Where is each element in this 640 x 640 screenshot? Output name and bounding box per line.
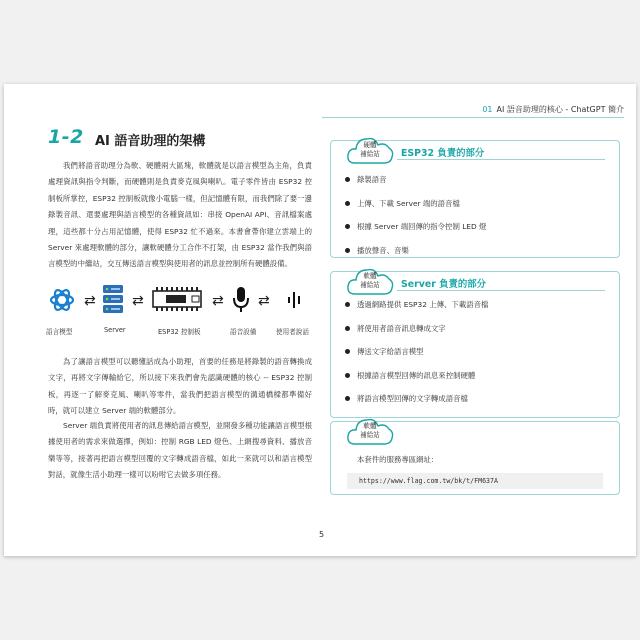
paragraph-voice: 為了讓語言模型可以聽懂話成為小助理，首要的任務是將錄製的語音轉換成文字，再將文字傳輸給它，所以接下來我們會先認識硬體的核心 -- ESP32 控制板，再逐一了解麥克風、喇叭等零件，當我們把語言模型的溝通橋樑都準備好時，就可以建立 Server 端的軟體部分。 — [48, 357, 312, 416]
arrow-4-icon: ⇄ — [258, 293, 270, 309]
chapter-title: AI 語音助理的核心 - ChatGPT 簡介 — [496, 105, 624, 114]
resource-note: 本套件的服務專區網址： — [357, 455, 439, 464]
esp32-board-icon — [152, 286, 202, 312]
diagram-label-llm: 語言模型 — [46, 328, 73, 336]
list-item: 將語言模型回傳的文字轉成語音檔 — [343, 393, 609, 417]
software-cloud-tag — [345, 264, 395, 298]
software-list — [343, 299, 609, 417]
hardware-box-title: ESP32 負責的部分 — [401, 148, 485, 159]
openai-icon — [48, 286, 76, 314]
diagram-label-server: Server — [104, 326, 126, 334]
section-title: AI 語音助理的架構 — [95, 134, 206, 149]
hardware-title-rule — [397, 159, 605, 160]
arrow-1-icon: ⇄ — [84, 293, 96, 309]
hardware-tag-line1: 硬體 — [363, 141, 377, 149]
software-box — [330, 271, 620, 418]
list-item: 上傳、下載 Server 端的語音檔 — [343, 198, 609, 222]
book-page — [4, 84, 636, 556]
list-item: 傳送文字給語言模型 — [343, 346, 609, 370]
arrow-2-icon: ⇄ — [132, 293, 144, 309]
section-number: 1-2 — [48, 126, 84, 148]
arrow-3-icon: ⇄ — [212, 293, 224, 309]
software-tag-line1: 軟體 — [363, 272, 377, 280]
resource-url[interactable]: https://www.flag.com.tw/bk/t/FM637A — [347, 473, 603, 489]
list-item: 根據語言模型回傳的訊息來控制硬體 — [343, 370, 609, 394]
header-rule — [322, 117, 624, 118]
hardware-list — [343, 174, 609, 268]
resource-box — [330, 421, 620, 495]
microphone-icon — [232, 286, 250, 314]
paragraph-intro: 我們將語音助理分為軟、硬體兩大區塊，軟體就是以語言模型為主角，負責處理資訊與指令判斷，而硬體則是負責麥克風與喇叭。電子零件皆由 ESP32 控制板所掌控，ESP32 控制板就像小電腦一樣，但記憶體有限，而我們除了要一邊錄製音訊、還要處理與語言模型的各種資訊如：串接 OpenAI API、音訊檔案處理，這些都十分占用記憶體，使得 ESP32 忙不過來。本書會帶你建立雲端上的 Server 來處理軟體的部分，讓軟硬體分工合作不打架，由 ESP32 當作我們與語言模型的中繼站，交互傳送語言模型與使用者的訊息並控制所有硬體設備。 — [48, 161, 312, 269]
resource-tag-line2: 補給站 — [360, 430, 380, 439]
list-item: 將使用者語音訊息轉成文字 — [343, 323, 609, 347]
list-item: 播放聲音、音樂 — [343, 245, 609, 269]
diagram-label-esp32: ESP32 控制板 — [158, 328, 201, 336]
architecture-diagram — [44, 284, 314, 344]
resource-cloud-tag — [345, 414, 395, 448]
software-title-rule — [397, 290, 605, 291]
hardware-box — [330, 140, 620, 258]
software-box-title: Server 負責的部分 — [401, 279, 486, 290]
software-tag-line2: 補給站 — [360, 280, 380, 289]
list-item: 錄製語音 — [343, 174, 609, 198]
hardware-tag-line2: 補給站 — [360, 149, 380, 158]
list-item: 根據 Server 端回傳的指令控制 LED 燈 — [343, 221, 609, 245]
list-item: 透過網路提供 ESP32 上傳、下載語音檔 — [343, 299, 609, 323]
voice-wave-icon — [286, 290, 302, 310]
chapter-number: 01 — [482, 105, 493, 114]
server-icon — [102, 284, 124, 316]
hardware-cloud-tag — [345, 133, 395, 167]
diagram-label-audio: 語音設備 — [230, 328, 257, 336]
resource-tag-line1: 軟體 — [363, 422, 377, 430]
diagram-label-user: 使用者說話 — [276, 328, 309, 336]
paragraph-server: Server 端負責將使用者的訊息傳給語言模型，並開發多種功能讓語言模型根據使用者的需求來做選擇，例如：控制 RGB LED 燈色、上網搜尋資料、播放音樂等等，接著再把語言模型回覆的文字轉成語音檔，如此一來就可以和語言模型對話，就像生活小助理一樣可以吩咐它去做多項任務。 — [48, 421, 312, 480]
running-header — [482, 104, 624, 115]
page-number: 5 — [319, 530, 325, 539]
